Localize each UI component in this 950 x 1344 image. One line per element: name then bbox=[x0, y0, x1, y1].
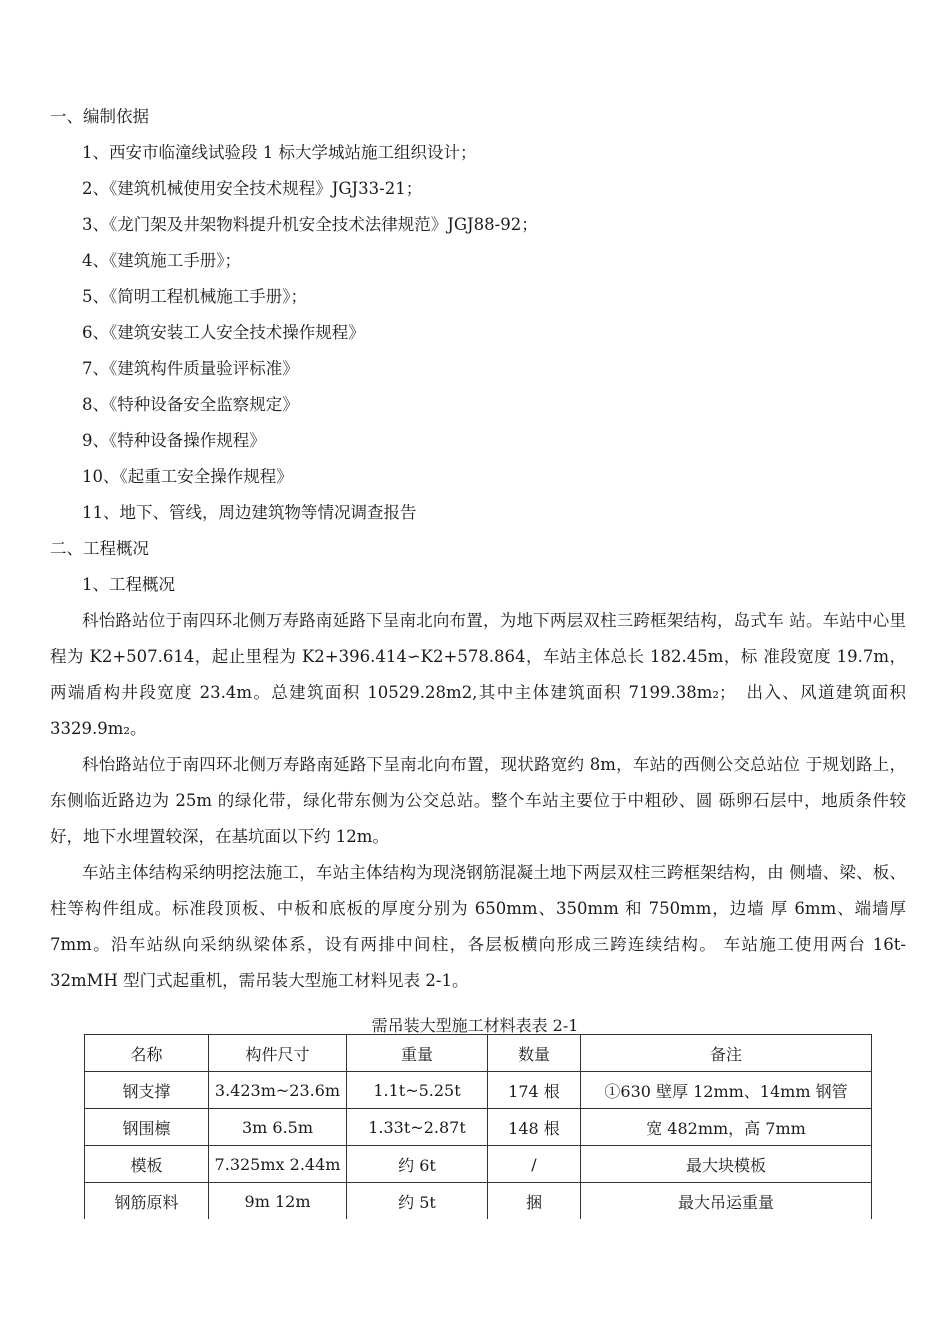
materials-table bbox=[84, 1034, 872, 1219]
table-cell: 最大块模板 bbox=[581, 1146, 872, 1183]
table-cell: 9m 12m bbox=[209, 1183, 347, 1220]
table-cell: ①630 壁厚 12mm、14mm 钢管 bbox=[581, 1072, 872, 1109]
table-row bbox=[85, 1072, 872, 1109]
table-caption: 需吊装大型施工材料表表 2-1 bbox=[371, 1016, 579, 1035]
basis-item: 9、《特种设备操作规程》 bbox=[82, 431, 266, 450]
table-header-row bbox=[85, 1035, 872, 1072]
header-cell: 重量 bbox=[347, 1035, 488, 1072]
basis-item: 10、《起重工安全操作规程》 bbox=[82, 467, 293, 486]
table-cell: 约 6t bbox=[347, 1146, 488, 1183]
basis-item: 5、《简明工程机械施工手册》； bbox=[82, 287, 307, 306]
basis-item: 1、西安市临潼线试验段 1 标大学城站施工组织设计； bbox=[82, 143, 477, 162]
basis-item: 3、《龙门架及井架物料提升机安全技术法律规范》JGJ88-92； bbox=[82, 215, 538, 234]
overview-paragraph: 科怡路站位于南四环北侧万寿路南延路下呈南北向布置，现状路宽约 8m，车站的西侧公交总站位 于规划路上，东侧临近路边为 25m 的绿化带，绿化带东侧为公交总站。整个车站主要位于中粗砂、圆 砾卵石层中，地质条件较好，地下水埋置较深，在基坑面以下约 12m。 bbox=[50, 755, 906, 846]
table-cell: 最大吊运重量 bbox=[581, 1183, 872, 1220]
header-cell: 备注 bbox=[581, 1035, 872, 1072]
basis-item: 8、《特种设备安全监察规定》 bbox=[82, 395, 299, 414]
basis-item: 11、地下、管线，周边建筑物等情况调查报告 bbox=[82, 503, 417, 522]
section-heading-basis: 一、编制依据 bbox=[50, 107, 149, 126]
table-cell: 7.325mx 2.44m bbox=[209, 1146, 347, 1183]
header-cell: 名称 bbox=[85, 1035, 209, 1072]
table-cell: 钢围檩 bbox=[85, 1109, 209, 1146]
header-cell: 构件尺寸 bbox=[209, 1035, 347, 1072]
table-row bbox=[85, 1109, 872, 1146]
table-cell: / bbox=[488, 1146, 581, 1183]
overview-paragraph: 科怡路站位于南四环北侧万寿路南延路下呈南北向布置，为地下两层双柱三跨框架结构，岛式车 站。车站中心里程为 K2+507.614，起止里程为 K2+396.414∽K2+578.864，车站主体总长 182.45m，标 准段宽度 19.7m，两端盾构井段宽度 23.4m。总建筑面积 10529.28m2,其中主体建筑面积 7199.38m₂； 出入、风道建筑面积 3329.9m₂。 bbox=[50, 611, 906, 738]
subsection-heading: 1、工程概况 bbox=[82, 575, 175, 594]
table-cell: 174 根 bbox=[488, 1072, 581, 1109]
table-cell: 钢支撑 bbox=[85, 1072, 209, 1109]
table-cell: 模板 bbox=[85, 1146, 209, 1183]
table-cell: 1.33t~2.87t bbox=[347, 1109, 488, 1146]
table-cell: 3m 6.5m bbox=[209, 1109, 347, 1146]
section-heading-overview: 二、工程概况 bbox=[50, 539, 149, 558]
basis-item: 4、《建筑施工手册》； bbox=[82, 251, 241, 270]
table-cell: 3.423m~23.6m bbox=[209, 1072, 347, 1109]
table-cell: 148 根 bbox=[488, 1109, 581, 1146]
table-row bbox=[85, 1183, 872, 1220]
basis-item: 7、《建筑构件质量验评标准》 bbox=[82, 359, 299, 378]
overview-paragraph: 车站主体结构采纳明挖法施工，车站主体结构为现浇钢筋混凝土地下两层双柱三跨框架结构，由 侧墙、梁、板、柱等构件组成。标准段顶板、中板和底板的厚度分别为 650mm、350mm 和 750mm，边墙 厚 6mm、端墙厚 7mm。沿车站纵向采纳纵梁体系，设有两排中间柱，各层板横向形成三跨连续结构。 车站施工使用两台 16t-32mMH 型门式起重机，需吊装大型施工材料见表 2-1。 bbox=[50, 863, 906, 990]
basis-item: 6、《建筑安装工人安全技术操作规程》 bbox=[82, 323, 365, 342]
table-row bbox=[85, 1146, 872, 1183]
basis-item: 2、《建筑机械使用安全技术规程》JGJ33-21； bbox=[82, 179, 423, 198]
table-cell: 钢筋原料 bbox=[85, 1183, 209, 1220]
table-cell: 1.1t~5.25t bbox=[347, 1072, 488, 1109]
header-cell: 数量 bbox=[488, 1035, 581, 1072]
table-cell: 宽 482mm，高 7mm bbox=[581, 1109, 872, 1146]
table-cell: 捆 bbox=[488, 1183, 581, 1220]
table-cell: 约 5t bbox=[347, 1183, 488, 1220]
